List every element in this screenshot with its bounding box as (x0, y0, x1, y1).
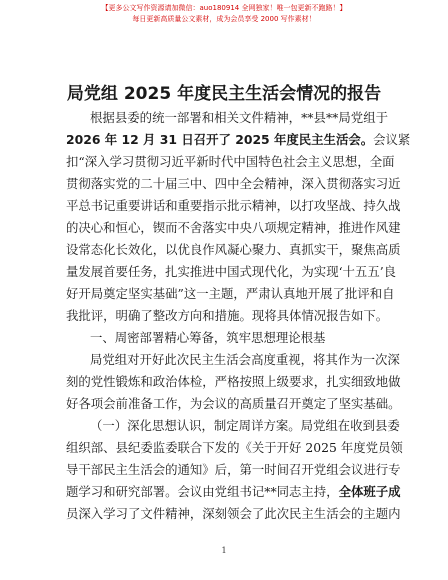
body-line: 刻的党性锻炼和政治体检，严格按照上级要求，扎实细致地做 (66, 374, 401, 389)
body-line: （一）深化思想认识，制定周详方案。局党组在收到县委 (90, 418, 400, 433)
body-line (66, 129, 411, 151)
promo-banner-line-1: 【更多公文写作资源请加微信：auo180914 全网独家！唯一包更新不跑路！】 (101, 4, 347, 12)
body-line: 设常态化长效化，以优良作风凝心聚力、真抓实干，聚焦高质 (66, 242, 401, 257)
body-line (66, 481, 401, 503)
body-line: 导干部民主生活会的通知》后，第一时间召开党组会议进行专 (66, 462, 401, 477)
body-line: 我批评，明确了整改方向和措施。现将具体情况报告如下。 (66, 308, 389, 323)
body-line: 局党组对开好此次民主生活会高度重视，将其作为一次深 (90, 352, 400, 367)
body-line: 员深入学习了文件精神，深刻领会了此次民主生活会的主题内 (66, 506, 401, 521)
body-line: 根据县委的统一部署和相关文件精神，**县**局党组于 (90, 110, 388, 125)
body-line: 贯彻落实党的二十届三中、四中全会精神，深入贯彻落实习近 (66, 176, 401, 191)
promo-banner-line-2: 每日更新高质量公文素材，成为会员享受 2000 写作素材！ (132, 15, 316, 23)
body-line: 扣“深入学习贯彻习近平新时代中国特色社会主义思想，全面 (66, 154, 395, 169)
body-line: 量发展首要任务，扎实推进中国式现代化，为实现‘十五五’良 (66, 264, 397, 279)
bold-text: 全体班子成 (338, 484, 401, 499)
page-number: 1 (221, 546, 227, 555)
body-line: 好各项会前准备工作，为会议的高质量召开奠定了坚实基础。 (66, 396, 401, 411)
body-line: 好开局奠定坚实基础”这一主题，严肃认真地开展了批评和自 (66, 286, 395, 301)
body-line: 组织部、县纪委监委联合下发的《关于开好 2025 年度党员领 (66, 440, 403, 455)
body-line: 平总书记重要讲话和重要指示批示精神，以打攻坚战、持久战 (66, 198, 401, 213)
body-text: 题学习和研究部署。会议由党组书记**同志主持， (66, 484, 339, 499)
document-title: 局党组 2025 年度民主生活会情况的报告 (66, 84, 382, 104)
section-heading-1: 一、周密部署精心筹备，筑牢思想理论根基 (90, 330, 326, 345)
body-text: 会议紧 (373, 132, 411, 147)
body-line: 的决心和恒心，锲而不舍落实中央八项规定精神，推进作风建 (66, 220, 401, 235)
meeting-date-text: 2026 年 12 月 31 日召开了 2025 年度民主生活会。 (66, 132, 374, 147)
